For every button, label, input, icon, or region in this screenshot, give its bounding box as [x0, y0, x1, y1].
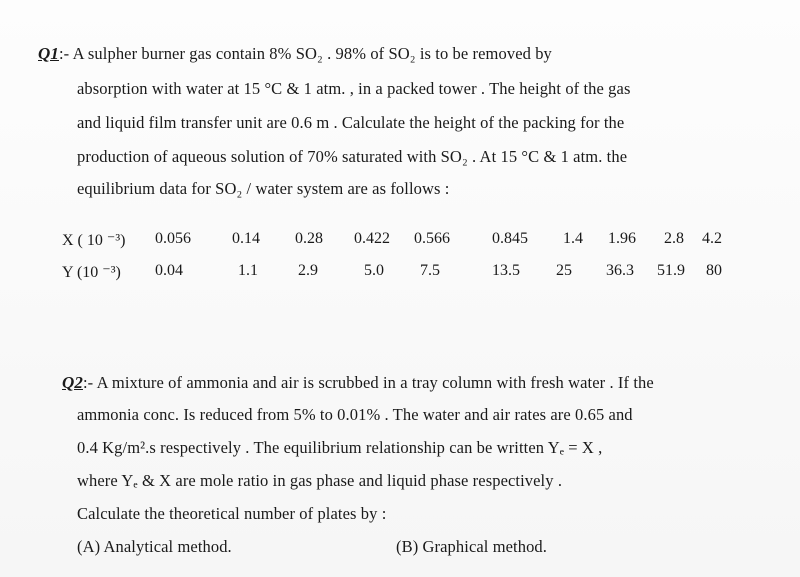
q2-line-2: ammonia conc. Is reduced from 5% to 0.01% . The water and air rates are 0.65 and [77, 405, 633, 424]
q2-line-3: 0.4 Kg/m².s respectively . The equilibrium relationship can be written Yₑ = X , [77, 438, 603, 457]
table-x-cell: 0.056 [155, 230, 191, 247]
q2-method-b: (B) Graphical method. [396, 537, 548, 556]
q2-method-a: (A) Analytical method. [77, 537, 232, 556]
table-y-cell: 36.3 [606, 262, 634, 279]
table-x-cell: 1.96 [608, 230, 636, 247]
q1-line-4: production of aqueous solution of 70% saturated with SO₂ . At 15 °C & 1 atm. the [77, 147, 628, 166]
q2-line-1 [62, 373, 654, 393]
table-y-cell: 80 [706, 262, 722, 279]
table-y-cell: 0.04 [155, 262, 183, 279]
table-x-cell: 0.845 [492, 230, 528, 247]
table-x-cell: 1.4 [563, 230, 583, 247]
table-x-cell: 0.14 [232, 230, 260, 247]
table-y-cell: 1.1 [238, 262, 258, 279]
table-y-cell: 7.5 [420, 262, 440, 279]
q2-line-5: Calculate the theoretical number of plates by : [77, 504, 387, 523]
table-x-cell: 0.566 [414, 230, 450, 247]
table-x-cell: 2.8 [664, 230, 684, 247]
q1-line-2: absorption with water at 15 °C & 1 atm. , in a packed tower . The height of the gas [77, 79, 631, 98]
table-x-label: X ( 10 ⁻³) [62, 232, 126, 249]
table-x-cell: 4.2 [702, 230, 722, 247]
q1-line-1-text: :- A sulpher burner gas contain 8% SO₂ . 98% of SO₂ is to be removed by [58, 44, 552, 63]
table-x-cell: 0.28 [295, 230, 323, 247]
table-y-cell: 51.9 [657, 262, 685, 279]
q1-line-3: and liquid film transfer unit are 0.6 m . Calculate the height of the packing for the [77, 113, 625, 132]
q1-line-5: equilibrium data for SO₂ / water system are as follows : [77, 179, 450, 198]
table-y-cell: 5.0 [364, 262, 384, 279]
q2-line-4: where Yₑ & X are mole ratio in gas phase and liquid phase respectively . [77, 471, 563, 490]
table-y-cell: 25 [556, 262, 572, 279]
table-x-cell: 0.422 [354, 230, 390, 247]
q2-label: Q2 [62, 373, 83, 392]
q1-label: Q1 [38, 44, 59, 63]
table-y-cell: 13.5 [492, 262, 520, 279]
table-y-cell: 2.9 [298, 262, 318, 279]
q2-line-1-text: :- A mixture of ammonia and air is scrubbed in a tray column with fresh water . If the [82, 373, 654, 392]
table-y-label: Y (10 ⁻³) [62, 264, 121, 281]
q1-line-1 [38, 44, 552, 64]
